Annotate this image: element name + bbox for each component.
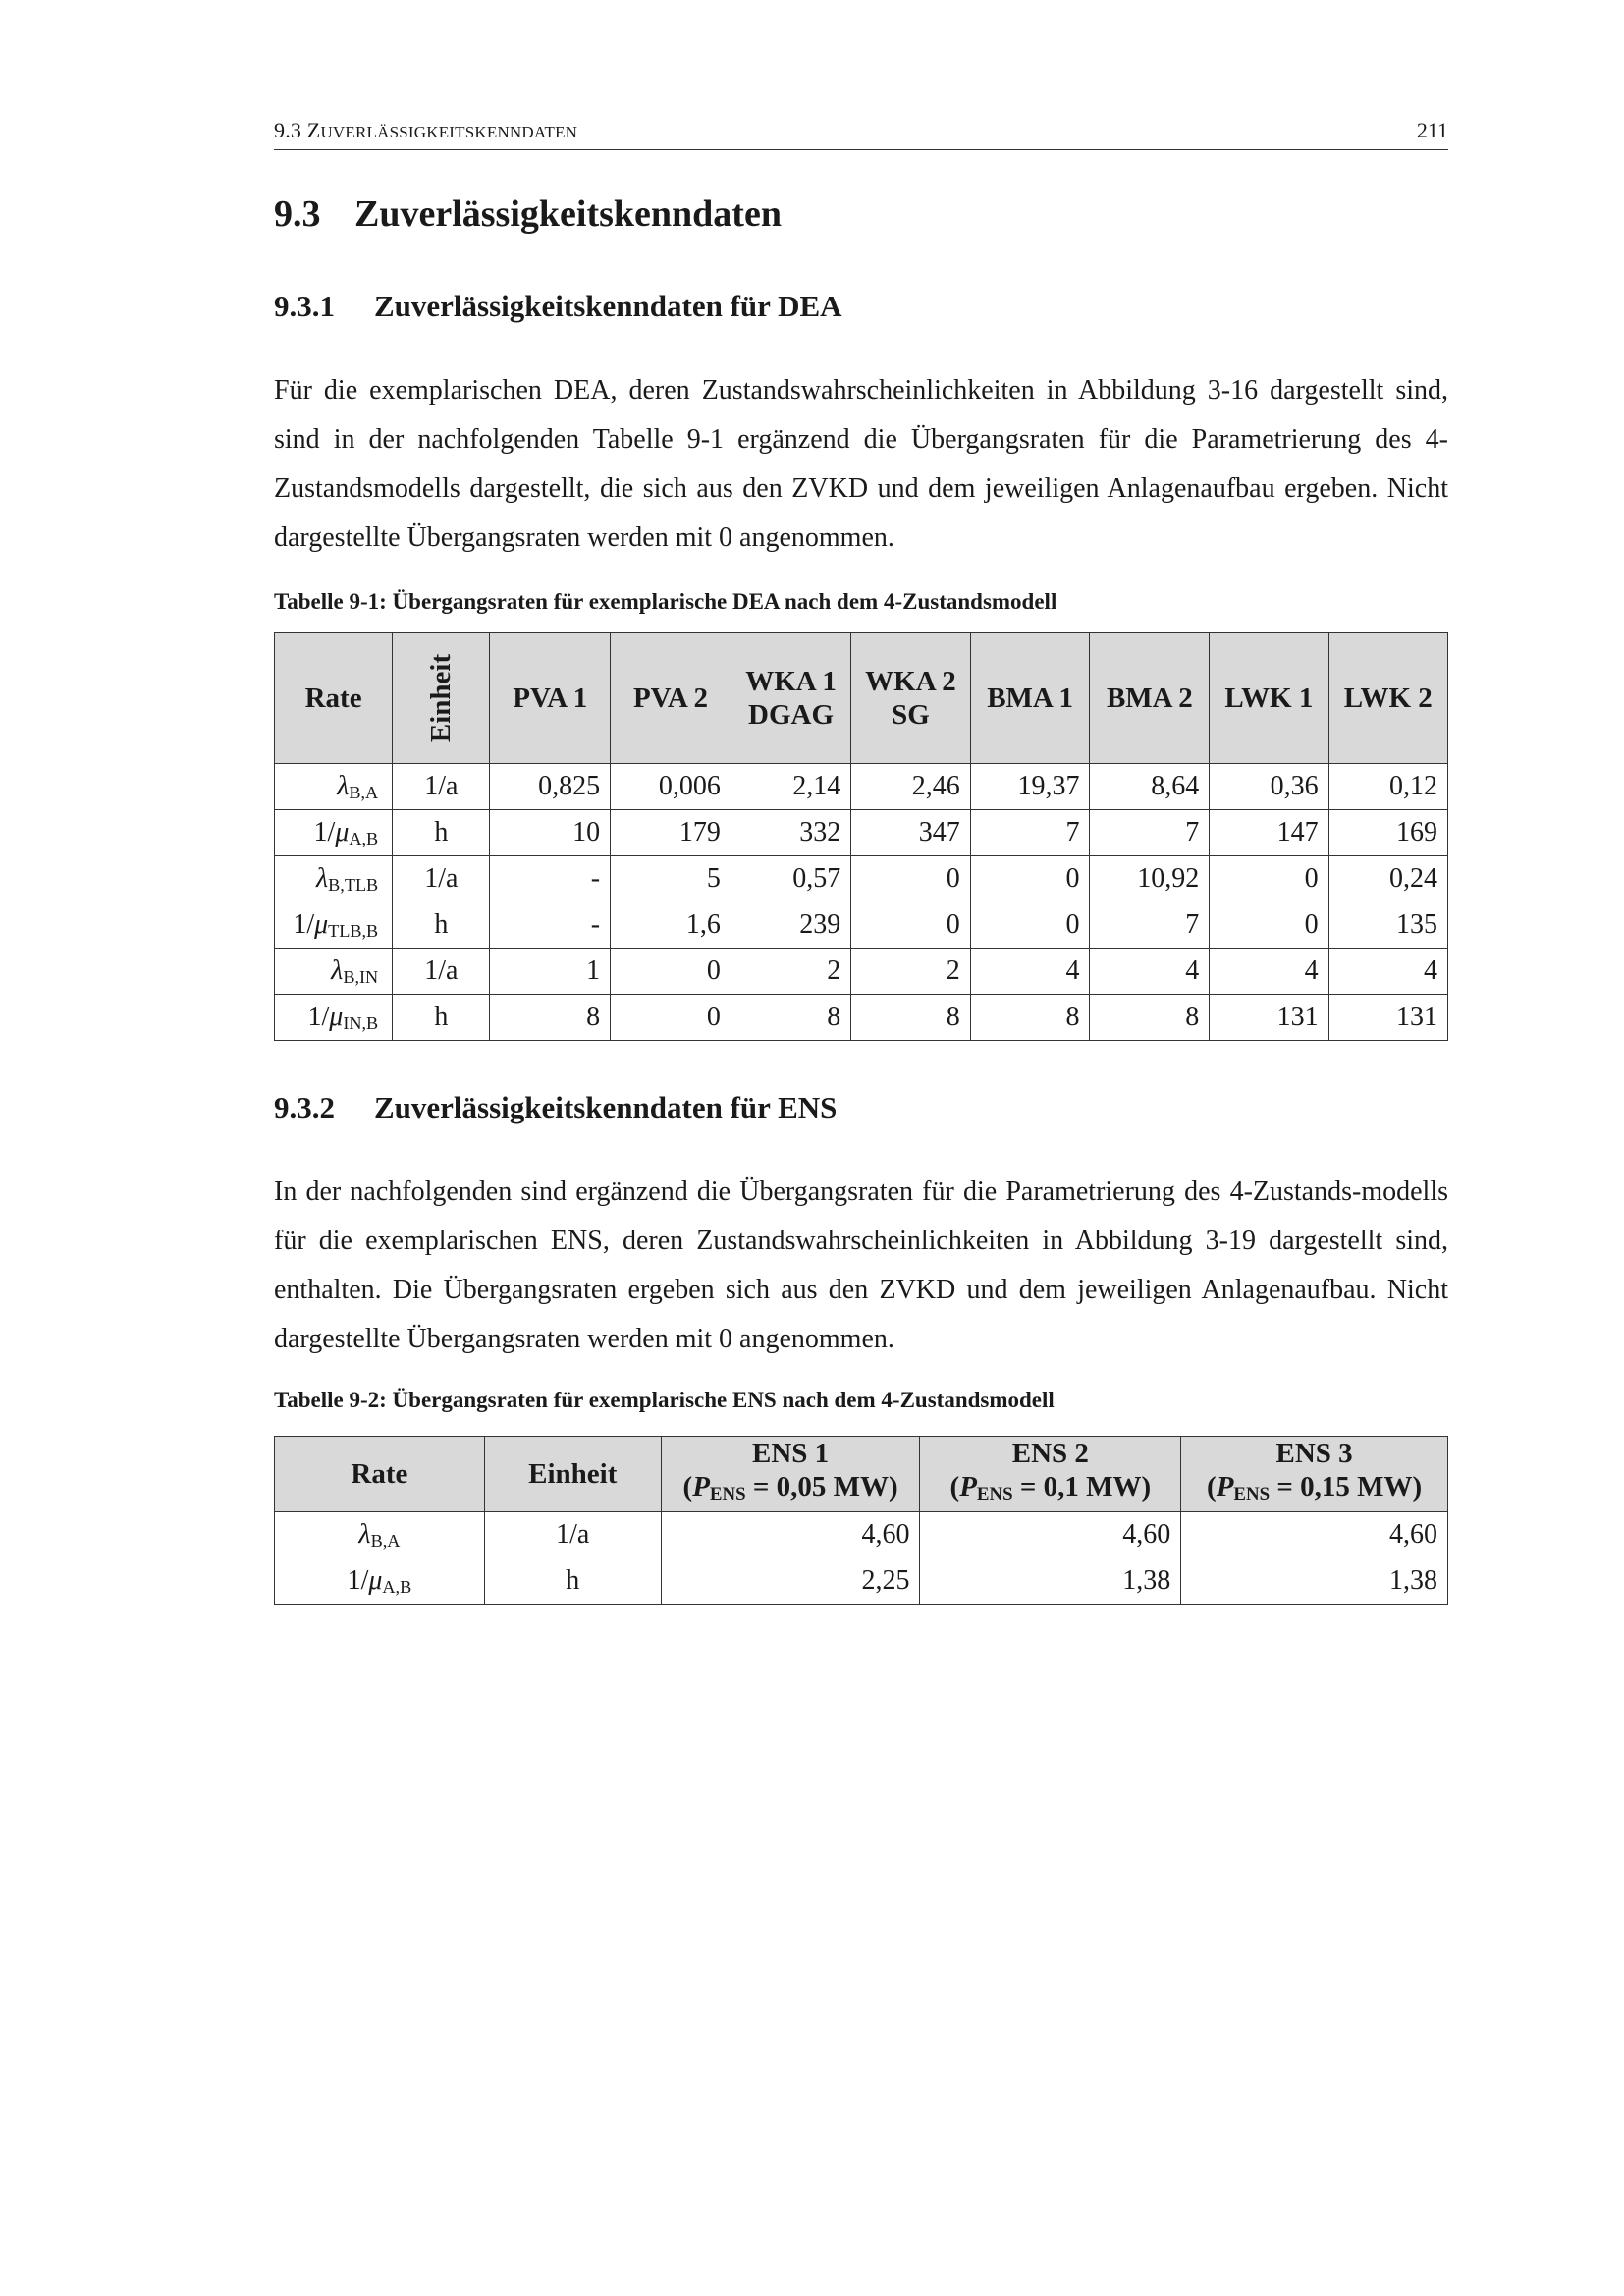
value-cell: 10: [490, 810, 611, 856]
value-cell: 7: [970, 810, 1090, 856]
value-cell: 10,92: [1090, 856, 1210, 902]
rate-cell: $\lambda_{B,A}$: [275, 764, 393, 810]
value-cell: 7: [1090, 810, 1210, 856]
value-cell: 0,825: [490, 764, 611, 810]
table-row: [275, 1512, 1448, 1558]
value-cell: 2,46: [851, 764, 971, 810]
header-bma1: BMA 1: [970, 633, 1090, 764]
value-cell: 1,38: [920, 1558, 1181, 1605]
value-cell: 8: [851, 995, 971, 1041]
value-cell: 131: [1328, 995, 1447, 1041]
value-cell: 1,38: [1181, 1558, 1448, 1605]
value-cell: 4: [970, 949, 1090, 995]
value-cell: 0,36: [1210, 764, 1328, 810]
header-rate: Rate: [275, 633, 393, 764]
value-cell: 8,64: [1090, 764, 1210, 810]
paragraph-dea: Für die exemplarischen DEA, deren Zustandswahrscheinlichkeiten in Abbildung 3-16 dargestellt sind, sind in der nachfolgenden Tabelle 9-1 ergänzend die Übergangsraten für die Parametrierung des 4-Zustandsmodells dargestellt, die sich aus den ZVKD und dem jeweiligen Anlagenaufbau ergeben. Nicht dargestellte Übergangsraten werden mit 0 angenommen.: [274, 375, 1448, 553]
running-header-title: 9.3 ZUVERLÄSSIGKEITSKENNDATEN: [274, 118, 578, 142]
header-pva1: PVA 1: [490, 633, 611, 764]
table-dea-rates: [274, 632, 1448, 1041]
table-row: [275, 949, 1448, 995]
table-row: [275, 902, 1448, 949]
table-caption-dea: Tabelle 9-1: Übergangsraten für exemplarische DEA nach dem 4-Zustandsmodell: [274, 589, 1057, 614]
unit-cell: 1/a: [393, 764, 490, 810]
value-cell: 4,60: [661, 1512, 920, 1558]
rate-cell: $1/\mu_{IN,B}$: [275, 995, 393, 1041]
value-cell: 8: [970, 995, 1090, 1041]
value-cell: 169: [1328, 810, 1447, 856]
value-cell: 0,12: [1328, 764, 1447, 810]
table-row: [275, 995, 1448, 1041]
value-cell: 0: [611, 949, 731, 995]
value-cell: 2,25: [661, 1558, 920, 1605]
value-cell: 0,57: [731, 856, 850, 902]
value-cell: 8: [490, 995, 611, 1041]
header-wka2: WKA 2 SG: [851, 633, 971, 764]
value-cell: 0: [851, 856, 971, 902]
value-cell: 2: [851, 949, 971, 995]
table-header-row: [275, 633, 1448, 764]
value-cell: 239: [731, 902, 850, 949]
unit-cell: h: [393, 902, 490, 949]
unit-cell: 1/a: [393, 856, 490, 902]
header-wka1: WKA 1 DGAG: [731, 633, 850, 764]
value-cell: 4: [1210, 949, 1328, 995]
rate-cell: $1/\mu_{TLB,B}$: [275, 902, 393, 949]
header-rate: Rate: [275, 1437, 485, 1512]
value-cell: 131: [1210, 995, 1328, 1041]
header-unit: Einheit: [393, 633, 490, 764]
unit-cell: h: [393, 995, 490, 1041]
value-cell: 2: [731, 949, 850, 995]
unit-cell: 1/a: [393, 949, 490, 995]
value-cell: 1: [490, 949, 611, 995]
value-cell: 0: [1210, 856, 1328, 902]
value-cell: 0: [1210, 902, 1328, 949]
value-cell: 332: [731, 810, 850, 856]
value-cell: -: [490, 902, 611, 949]
table-row: [275, 810, 1448, 856]
header-unit: Einheit: [484, 1437, 661, 1512]
rate-cell: $\lambda_{B,A}$: [275, 1512, 485, 1558]
header-lwk2: LWK 2: [1328, 633, 1447, 764]
value-cell: 0: [611, 995, 731, 1041]
subsection-heading-ens: 9.3.2 Zuverlässigkeitskenndaten für ENS: [274, 1090, 838, 1124]
unit-cell: 1/a: [484, 1512, 661, 1558]
running-header: [274, 116, 1448, 150]
value-cell: 0: [970, 902, 1090, 949]
value-cell: 19,37: [970, 764, 1090, 810]
value-cell: 0,24: [1328, 856, 1447, 902]
value-cell: 4,60: [1181, 1512, 1448, 1558]
page-number: 211: [1416, 118, 1448, 142]
value-cell: 1,6: [611, 902, 731, 949]
header-ens1: ENS 1 ($P_{ENS} = 0,05$ MW): [661, 1437, 920, 1512]
header-bma2: BMA 2: [1090, 633, 1210, 764]
table-ens-rates: [274, 1436, 1448, 1605]
value-cell: 5: [611, 856, 731, 902]
table-row: [275, 856, 1448, 902]
value-cell: 4: [1328, 949, 1447, 995]
table-header-row: [275, 1437, 1448, 1512]
unit-cell: h: [484, 1558, 661, 1605]
paragraph-ens: In der nachfolgenden sind ergänzend die Übergangsraten für die Parametrierung des 4-Zustands-modells für die exemplarischen ENS, deren Zustandswahrscheinlichkeiten in Abbildung 3-19 dargestellt sind, enthalten. Die Übergangsraten ergeben sich aus den ZVKD und dem jeweiligen Anlagenaufbau. Nicht dargestellte Übergangsraten werden mit 0 angenommen.: [274, 1176, 1448, 1354]
value-cell: 135: [1328, 902, 1447, 949]
value-cell: 8: [731, 995, 850, 1041]
value-cell: 0: [970, 856, 1090, 902]
table-caption-ens: Tabelle 9-2: Übergangsraten für exemplarische ENS nach dem 4-Zustandsmodell: [274, 1388, 1055, 1412]
unit-cell: h: [393, 810, 490, 856]
value-cell: 179: [611, 810, 731, 856]
value-cell: 4,60: [920, 1512, 1181, 1558]
value-cell: 2,14: [731, 764, 850, 810]
rate-cell: $1/\mu_{A,B}$: [275, 1558, 485, 1605]
table-row: [275, 764, 1448, 810]
value-cell: 0: [851, 902, 971, 949]
rate-cell: $\lambda_{B,IN}$: [275, 949, 393, 995]
value-cell: 8: [1090, 995, 1210, 1041]
value-cell: 7: [1090, 902, 1210, 949]
subsection-heading-dea: 9.3.1 Zuverlässigkeitskenndaten für DEA: [274, 289, 842, 323]
header-pva2: PVA 2: [611, 633, 731, 764]
value-cell: -: [490, 856, 611, 902]
value-cell: 0,006: [611, 764, 731, 810]
value-cell: 4: [1090, 949, 1210, 995]
header-ens2: ENS 2 ($P_{ENS} = 0,1$ MW): [920, 1437, 1181, 1512]
table-row: [275, 1558, 1448, 1605]
value-cell: 147: [1210, 810, 1328, 856]
header-ens3: ENS 3 ($P_{ENS} = 0,15$ MW): [1181, 1437, 1448, 1512]
header-lwk1: LWK 1: [1210, 633, 1328, 764]
value-cell: 347: [851, 810, 971, 856]
rate-cell: $\lambda_{B,TLB}$: [275, 856, 393, 902]
rate-cell: $1/\mu_{A,B}$: [275, 810, 393, 856]
section-heading: 9.3 Zuverlässigkeitskenndaten: [274, 193, 782, 235]
